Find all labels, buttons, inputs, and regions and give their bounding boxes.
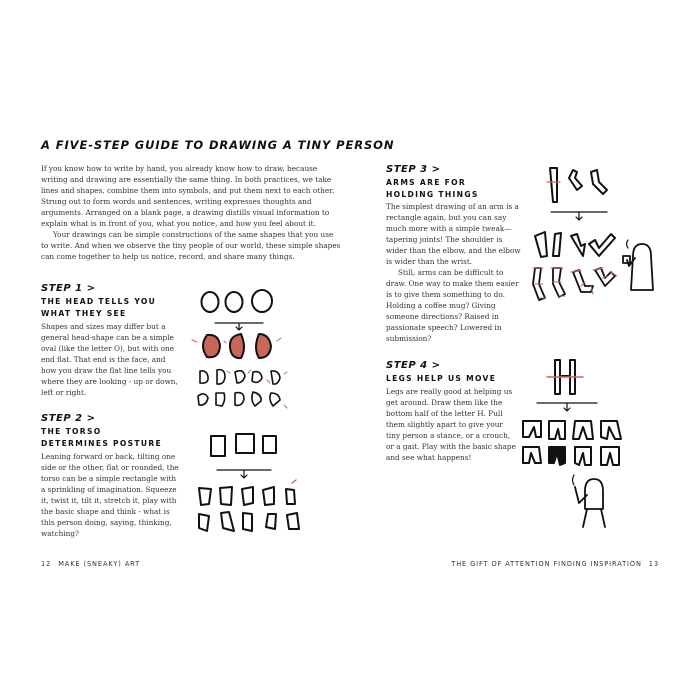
- step-1-text: Shapes and sizes may differ but a general head-shape can be a simple oval (like the letter O), but with one end flat. That end is the face, and how you draw the flat line tells you where they are looking - up or down, left or right.: [41, 322, 178, 397]
- arm-person-figure: [623, 240, 653, 290]
- step-3-heading-line-2: HOLDING THINGS: [386, 190, 479, 199]
- direction-head-2: [217, 370, 225, 384]
- direction-head-5: [271, 371, 280, 384]
- step-4-label: STEP 4 >: [386, 360, 441, 371]
- arm-taper-2: [553, 233, 561, 256]
- arm-taper-1: [535, 232, 547, 257]
- legs-3: [573, 421, 593, 439]
- left-page-number: 12: [41, 560, 52, 568]
- step-3-heading-line-1: ARMS ARE FOR: [386, 178, 467, 187]
- intro-text: [41, 163, 341, 262]
- flat-head-2: [230, 334, 244, 358]
- arm-taper-3: [571, 234, 585, 256]
- left-footer: [41, 560, 140, 568]
- direction-head-10: [270, 393, 280, 406]
- head-oval-2: [226, 292, 243, 312]
- bracket-arrow: [215, 323, 263, 330]
- right-footer: [451, 560, 659, 568]
- arm-shapes-illustration: [525, 160, 665, 310]
- step-4-heading: LEGS HELP US MOVE: [386, 374, 497, 383]
- step-4-text: Legs are really good at helping us get around. Draw them like the bottom half of the letter H. Pull them slightly apart to give your tiny person a stance, or a crouch, or a gait. Play with the basic shape and see what happens!: [386, 387, 516, 462]
- leg-shapes-illustration: [515, 355, 655, 535]
- intro-paragraph-1: If you know how to write by hand, you already know how to draw, because writing and drawing are essentially the same thing. In both practices, we take lines and shapes, combine them into symbols, and put them next to each other. Strung out to form words and sentences, writing expresses thoughts and arguments. Arranged on a blank page, a drawing distills visual information to explain what is in front of you, what you notice, and how you feel about it.: [41, 164, 335, 228]
- bracket-arrow-3: [551, 212, 607, 220]
- legs-6-filled: [549, 447, 565, 465]
- torso-var-3: [242, 487, 253, 505]
- head-shapes-illustration: [195, 288, 295, 413]
- step-3-label: STEP 3 >: [386, 164, 441, 175]
- step-2-text: Leaning forward or back, tilting one side or the other, flat or rounded, the torso can be a simple rectangle with a sprinkling of imagination. Squeeze it, twist it, tilt it, stretch it, play with the basic shape and think - what is this person doing, saying, thinking, watching?: [41, 452, 179, 538]
- torso-var-1: [199, 488, 211, 505]
- step-3-heading: [386, 177, 479, 201]
- step-2-heading-line-1: THE TORSO: [41, 427, 102, 436]
- torso-var-9: [266, 514, 276, 529]
- torso-rect-1: [211, 436, 225, 456]
- intro-paragraph-2: Your drawings can be simple constructions of the same shapes that you use to write. And when we observe the tiny people of our world, these simple shapes can come together to help us notice, record, and share many things.: [41, 230, 341, 261]
- left-running-title: MAKE (SNEAKY) ART: [58, 560, 141, 568]
- step-3-paragraph-1: The simplest drawing of an arm is a rectangle again, but you can say much more with a simple tweak—tapering joints! The shoulder is wider than the elbow, and the elbow is wider than the wrist.: [386, 202, 521, 266]
- torso-var-6: [199, 514, 209, 531]
- torso-rect-3: [263, 436, 276, 453]
- direction-head-1: [200, 371, 208, 383]
- direction-head-4: [252, 372, 262, 383]
- right-page-number: 13: [648, 560, 659, 568]
- head-oval-1: [202, 292, 219, 312]
- arm-straight: [550, 168, 557, 202]
- torso-var-2: [220, 487, 232, 505]
- flat-head-1: [203, 335, 220, 357]
- bracket-arrow-4: [537, 403, 597, 411]
- bracket-arrow-2: [217, 470, 271, 478]
- legs-7: [575, 447, 591, 465]
- arm-bent-1: [569, 170, 582, 190]
- direction-head-7: [216, 393, 225, 406]
- step-1-heading-line-2: WHAT THEY SEE: [41, 309, 127, 318]
- step-3-text: [386, 201, 521, 344]
- arm-joint-3: [573, 270, 593, 292]
- torso-var-5: [286, 489, 295, 504]
- step-1-heading: [41, 296, 156, 320]
- torso-var-4: [263, 487, 274, 505]
- arm-bent-2: [591, 170, 607, 194]
- legs-2: [549, 421, 565, 439]
- step-3-paragraph-2: Still, arms can be difficult to draw. One way to make them easier is to give them something to do. Holding a coffee mug? Giving someone directions? Raised in passionate speech? Lowered in submission?: [386, 268, 519, 343]
- head-oval-3: [252, 290, 272, 312]
- direction-head-9: [252, 392, 261, 406]
- direction-head-6: [198, 394, 208, 405]
- direction-head-8: [235, 393, 244, 406]
- legs-4: [601, 421, 621, 439]
- step-2-label: STEP 2 >: [41, 413, 96, 424]
- page-title: A FIVE-STEP GUIDE TO DRAWING A TINY PERSON: [41, 138, 395, 152]
- torso-var-7: [221, 512, 234, 531]
- torso-var-8: [243, 513, 252, 531]
- leg-person-figure: [573, 475, 606, 527]
- step-2-heading: [41, 426, 162, 450]
- flat-head-3: [256, 334, 271, 358]
- step-1-label: STEP 1 >: [41, 283, 96, 294]
- direction-head-3: [235, 371, 245, 383]
- legs-5: [523, 447, 541, 463]
- legs-8: [601, 447, 619, 465]
- legs-1: [523, 421, 541, 437]
- arm-taper-4: [589, 234, 615, 256]
- step-1-heading-line-1: THE HEAD TELLS YOU: [41, 297, 157, 306]
- step-2-heading-line-2: DETERMINES POSTURE: [41, 439, 163, 448]
- right-running-title: THE GIFT OF ATTENTION FINDING INSPIRATION: [451, 560, 642, 568]
- torso-shapes-illustration: [195, 428, 310, 546]
- torso-var-10: [287, 513, 299, 529]
- torso-rect-2: [236, 434, 254, 453]
